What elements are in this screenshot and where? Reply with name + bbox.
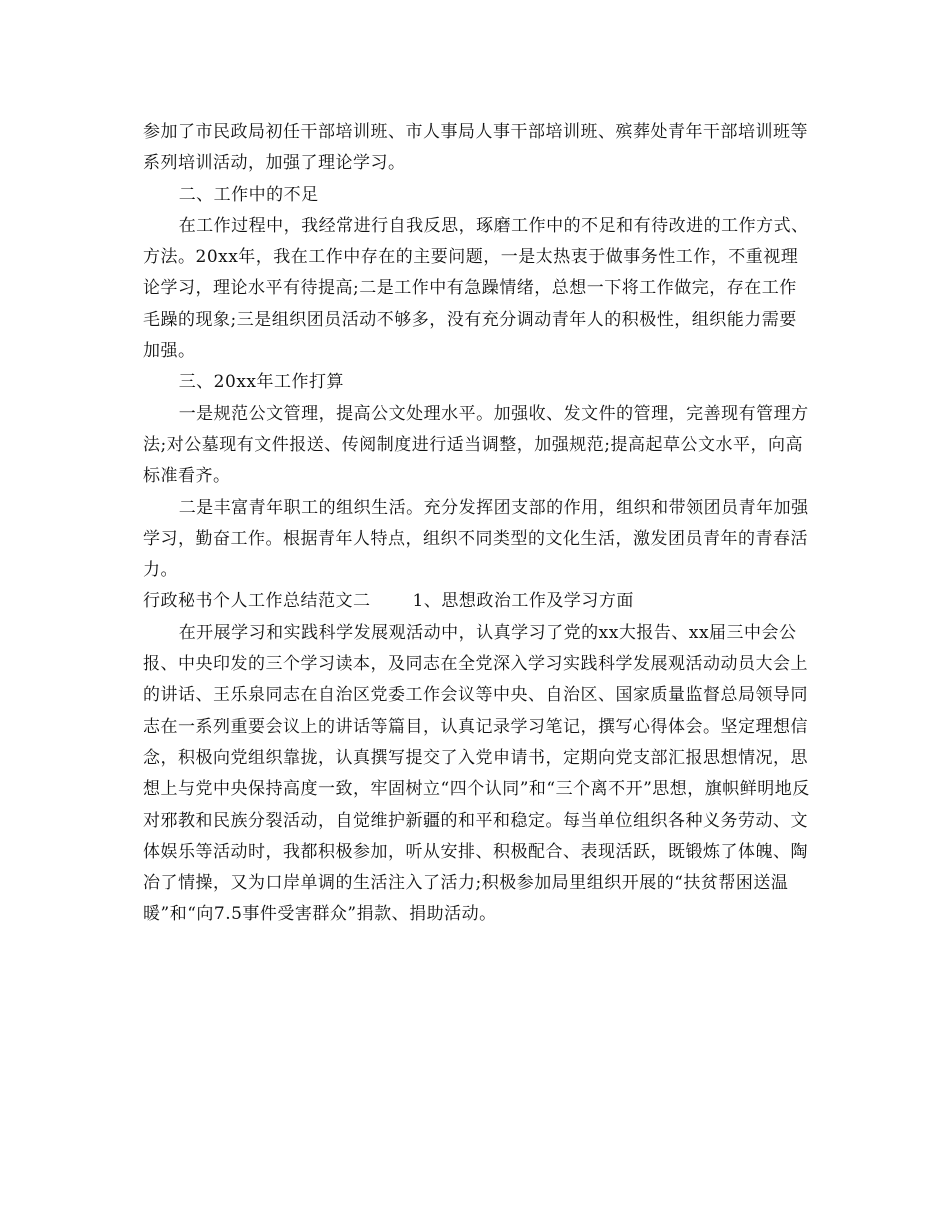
section-subtitle: 1、思想政治工作及学习方面 [412, 591, 634, 612]
paragraph-document-management: 一是规范公文管理，提高公文处理水平。加强收、发文件的管理，完善现有管理方法;对公墓现有文件报送、传阅制度进行适当调整，加强规范;提高起草公文水平，向高标准看齐。 [143, 403, 809, 487]
section-heading-line [143, 586, 813, 617]
heading-shortcomings: 二、工作中的不足 [178, 184, 319, 205]
paragraph-training: 参加了市民政局初任干部培训班、市人事局人事干部培训班、殡葬处青年干部培训班等系列培训活动，加强了理论学习。 [143, 122, 808, 174]
heading-work-plan: 三、20xx年工作打算 [178, 372, 344, 393]
section-title: 行政秘书个人工作总结范文二 [143, 591, 371, 612]
paragraph-youth-activities: 二是丰富青年职工的组织生活。充分发挥团支部的作用，组织和带领团员青年加强学习，勤奋工作。根据青年人特点，组织不同类型的文化生活，激发团员青年的青春活力。 [143, 497, 809, 581]
document-body [143, 117, 813, 931]
paragraph-political-study: 在开展学习和实践科学发展观活动中，认真学习了党的xx大报告、xx届三中会公报、中央印发的三个学习读本，及同志在全党深入学习实践科学发展观活动动员大会上的讲话、王乐泉同志在自治区党委工作会议等中央、自治区、国家质量监督总局领导同志在一系列重要会议上的讲话等篇目，认真记录学习笔记，撰写心得体会。坚定理想信念，积极向党组织靠拢，认真撰写提交了入党申请书，定期向党支部汇报思想情况，思想上与党中央保持高度一致，牢固树立“四个认同”和“三个离不开”思想，旗帜鲜明地反对邪教和民族分裂活动，自觉维护新疆的和平和稳定。每当单位组织各种义务劳动、文体娱乐等活动时，我都积极参加，听从安排、积极配合、表现活跃，既锻炼了体魄、陶冶了情操，又为口岸单调的生活注入了活力;积极参加局里组织开展的“扶贫帮困送温暖”和“向7.5事件受害群众”捐款、捐助活动。 [143, 622, 810, 925]
paragraph-shortcomings: 在工作过程中，我经常进行自我反思，琢磨工作中的不足和有待改进的工作方式、方法。20xx年，我在工作中存在的主要问题，一是太热衷于做事务性工作，不重视理论学习，理论水平有待提高;二是工作中有急躁情绪，总想一下将工作做完，存在工作毛躁的现象;三是组织团员活动不够多，没有充分调动青年人的积极性，组织能力需要加强。 [143, 215, 809, 362]
